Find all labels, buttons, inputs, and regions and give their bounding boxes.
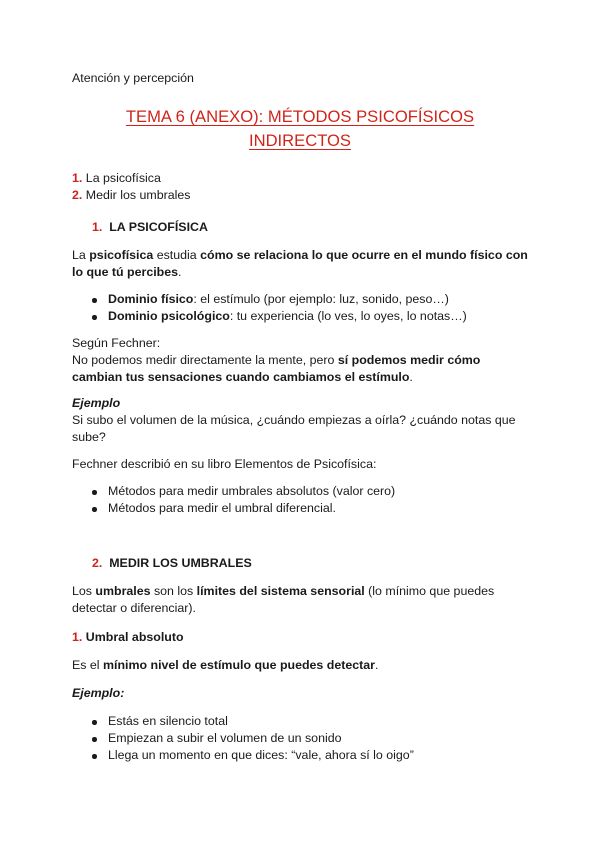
section-number: 2. <box>92 556 103 570</box>
list-item: Métodos para medir umbrales absolutos (valor cero) <box>72 483 542 500</box>
list-item: Estás en silencio total <box>72 713 542 730</box>
example-block <box>72 395 532 446</box>
toc-label: La psicofísica <box>85 171 161 185</box>
toc-label: Medir los umbrales <box>85 188 191 202</box>
subject-header: Atención y percepción <box>72 71 194 85</box>
subsection-number: 1. <box>72 630 83 644</box>
section-title: LA PSICOFÍSICA <box>109 220 208 234</box>
section-number: 1. <box>92 220 103 234</box>
umbral-absoluto-definition: Es el mínimo nivel de estímulo que puedes detectar. <box>72 658 379 672</box>
fechner-paragraph: Según Fechner: No podemos medir directamente la mente, pero sí podemos medir cómo cambian tus sensaciones cuando cambiamos el estímulo. <box>72 336 481 384</box>
toc-number: 1. <box>72 171 83 185</box>
example-label: Ejemplo <box>72 396 121 410</box>
domain-list <box>72 291 542 325</box>
example-label: Ejemplo: <box>72 686 125 700</box>
section-1-heading <box>92 219 208 236</box>
list-item: Llega un momento en que dices: “vale, ahora sí lo oigo” <box>72 747 542 764</box>
example-steps-list <box>72 713 542 764</box>
list-item: Dominio físico: el estímulo (por ejemplo: luz, sonido, peso…) <box>72 291 542 308</box>
section-title: MEDIR LOS UMBRALES <box>109 556 252 570</box>
umbrales-definition: Los umbrales son los límites del sistema sensorial (lo mínimo que puedes detectar o diferenciar). <box>72 584 495 615</box>
example-text: Si subo el volumen de la música, ¿cuándo empiezas a oírla? ¿cuándo notas que sube? <box>72 413 516 444</box>
section-2-heading <box>92 555 252 572</box>
title-line-2: INDIRECTOS <box>248 131 352 150</box>
toc-item <box>72 187 190 204</box>
fechner-book-text: Fechner describió en su libro Elementos de Psicofísica: <box>72 457 377 471</box>
table-of-contents <box>72 170 190 204</box>
toc-number: 2. <box>72 188 83 202</box>
subsection-title: Umbral absoluto <box>85 630 184 644</box>
umbral-absoluto-heading <box>72 629 184 646</box>
page-title <box>0 105 600 153</box>
list-item: Empiezan a subir el volumen de un sonido <box>72 730 542 747</box>
methods-list <box>72 483 542 517</box>
list-item: Dominio psicológico: tu experiencia (lo ves, lo oyes, lo notas…) <box>72 308 542 325</box>
list-item: Métodos para medir el umbral diferencial. <box>72 500 542 517</box>
psicofisica-definition: La psicofísica estudia cómo se relaciona lo que ocurre en el mundo físico con lo que tú percibes. <box>72 248 528 279</box>
toc-item <box>72 170 190 187</box>
title-line-1: TEMA 6 (ANEXO): MÉTODOS PSICOFÍSICOS <box>125 107 475 126</box>
